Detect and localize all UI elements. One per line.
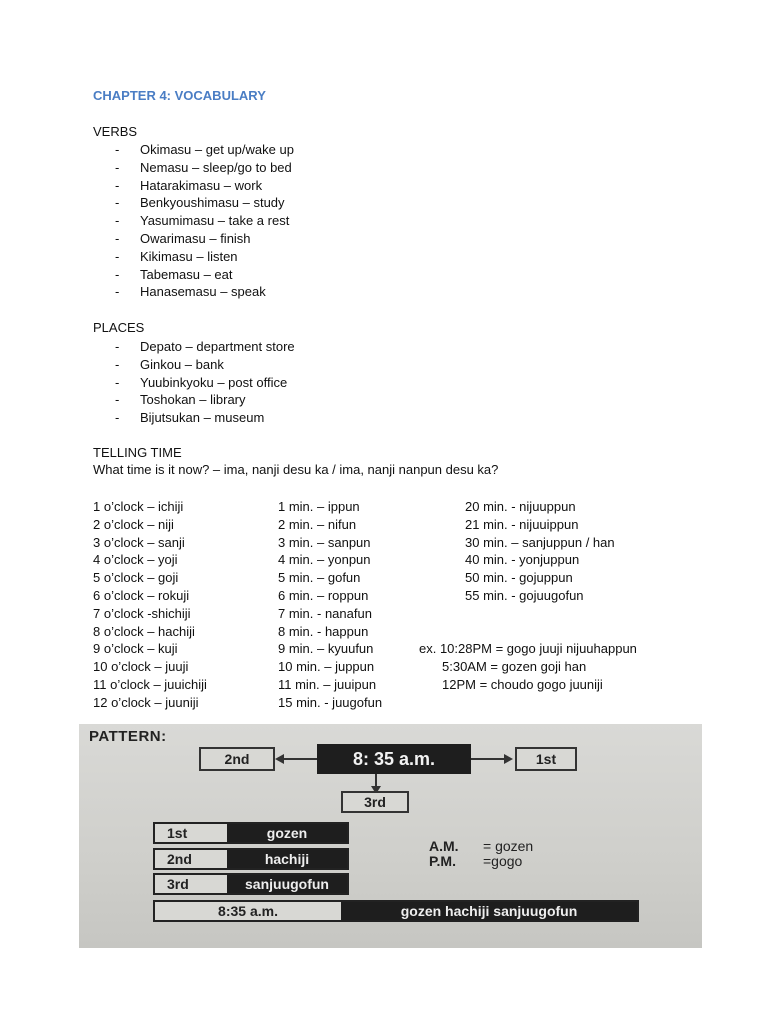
telling-time-heading: TELLING TIME <box>93 445 182 460</box>
list-item: - Tabemasu – eat <box>115 266 233 282</box>
list-item: 10 min. – juppun <box>278 659 375 675</box>
row-value: gozen hachiji sanjuugofun <box>341 902 637 920</box>
pattern-row <box>153 873 349 895</box>
list-item: - Nemasu – sleep/go to bed <box>115 159 292 175</box>
list-item: 3 min. – sanpun <box>278 534 371 550</box>
list-item: 4 o’clock – yoji <box>93 552 178 568</box>
row-value: gozen <box>227 824 347 842</box>
list-item: 8 min. - happun <box>278 623 369 639</box>
am-value: = gozen <box>483 838 534 854</box>
list-item: 40 min. - yonjuppun <box>465 552 580 568</box>
list-item: 6 o’clock – rokuji <box>93 587 190 603</box>
chapter-title: CHAPTER 4: VOCABULARY <box>93 88 266 103</box>
verbs-heading: VERBS <box>93 124 138 139</box>
list-item: - Bijutsukan – museum <box>115 410 265 426</box>
list-item: 4 min. – yonpun <box>278 552 371 568</box>
list-item: - Toshokan – library <box>115 392 246 408</box>
list-item: 10 o’clock – juuji <box>93 659 189 675</box>
list-item: 11 o’clock – juuichiji <box>93 676 207 692</box>
list-item: 15 min. - juugofun <box>278 694 383 710</box>
list-item: 9 o’clock – kuji <box>93 641 178 657</box>
places-list <box>115 338 295 427</box>
verbs-list <box>115 141 294 301</box>
list-item: 30 min. – sanjuppun / han <box>465 534 615 550</box>
list-item: - Benkyoushimasu – study <box>115 195 285 211</box>
list-item: 6 min. – roppun <box>278 587 369 603</box>
pattern-row <box>153 822 349 844</box>
pm-value: =gogo <box>483 853 523 869</box>
list-item: - Hatarakimasu – work <box>115 177 263 193</box>
pattern-1st-box: 1st <box>515 747 577 771</box>
list-item: 2 min. – nifun <box>278 516 357 532</box>
list-item: - Yasumimasu – take a rest <box>115 213 290 229</box>
list-item: 5 min. – gofun <box>278 570 361 586</box>
list-item: 7 min. - nanafun <box>278 605 372 621</box>
example-2: 5:30AM = gozen goji han <box>442 659 587 674</box>
list-item: - Depato – department store <box>115 339 295 354</box>
list-item: - Yuubinkyoku – post office <box>115 374 288 390</box>
list-item: 8 o’clock – hachiji <box>93 623 195 639</box>
row-label: 8:35 a.m. <box>155 902 341 920</box>
am-label: A.M. <box>429 838 459 854</box>
row-value: sanjuugofun <box>227 875 347 893</box>
list-item: 1 o’clock – ichiji <box>93 499 184 514</box>
pattern-2nd-box: 2nd <box>199 747 275 771</box>
row-label: 1st <box>155 824 227 842</box>
list-item: 9 min. – kyuufun <box>278 641 374 657</box>
minutes-column-a <box>278 498 382 712</box>
list-item: - Hanasemasu – speak <box>115 284 266 300</box>
list-item: 7 o’clock -shichiji <box>93 605 191 621</box>
list-item: 12 o’clock – juuniji <box>93 694 199 710</box>
list-item: 3 o’clock – sanji <box>93 534 185 550</box>
list-item: 55 min. - gojuugofun <box>465 587 584 603</box>
row-label: 2nd <box>155 850 227 868</box>
list-item: 20 min. - nijuuppun <box>465 499 576 514</box>
list-item: - Okimasu – get up/wake up <box>115 142 294 157</box>
row-label: 3rd <box>155 875 227 893</box>
pattern-3rd-box: 3rd <box>341 791 409 813</box>
time-question: What time is it now? – ima, nanji desu ka / ima, nanji nanpun desu ka? <box>93 462 499 477</box>
example-1: ex. 10:28PM = gogo juuji nijuuhappun <box>419 641 637 656</box>
list-item: 50 min. - gojuppun <box>465 570 573 586</box>
am-line <box>429 838 533 854</box>
pattern-main-box <box>317 744 471 774</box>
example-3: 12PM = choudo gogo juuniji <box>442 677 603 692</box>
pattern-photo <box>79 724 702 948</box>
list-item: 5 o’clock – goji <box>93 570 179 586</box>
pm-line <box>429 853 522 869</box>
list-item: - Owarimasu – finish <box>115 230 251 246</box>
pattern-row <box>153 848 349 870</box>
list-item: 2 o’clock – niji <box>93 516 174 532</box>
hours-column <box>93 498 207 712</box>
places-heading: PLACES <box>93 320 145 335</box>
pattern-row <box>153 900 639 922</box>
pattern-title: PATTERN: <box>89 728 167 745</box>
list-item: - Kikimasu – listen <box>115 248 238 264</box>
row-value: hachiji <box>227 850 347 868</box>
list-item: 1 min. – ippun <box>278 499 360 514</box>
pattern-main-time: 8: 35 a.m. <box>352 748 436 769</box>
list-item: - Ginkou – bank <box>115 356 224 372</box>
minutes-column-b <box>465 498 615 605</box>
list-item: 11 min. – juuipun <box>278 676 377 692</box>
pm-label: P.M. <box>429 853 456 869</box>
list-item: 21 min. - nijuuippun <box>465 516 579 532</box>
